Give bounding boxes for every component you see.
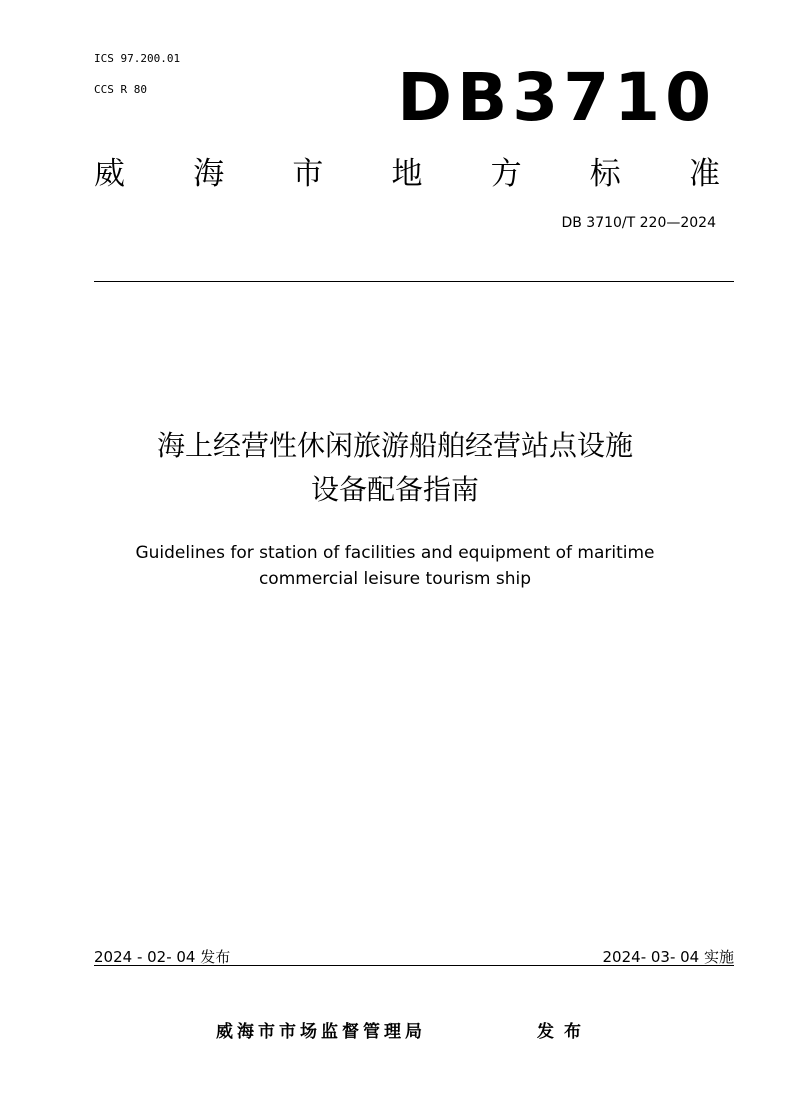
- chinese-title-line-2: 设备配备指南: [310, 473, 479, 506]
- issue-label: 发布: [537, 1022, 591, 1042]
- chinese-title: [0, 424, 790, 512]
- english-title-line-2: commercial leisure tourism ship: [258, 569, 532, 589]
- standard-type-char: 方: [490, 156, 522, 192]
- standard-type: [94, 154, 720, 194]
- ics-code: ICS 97.200.01: [94, 52, 181, 65]
- english-title: [0, 540, 790, 592]
- english-title-line-1: Guidelines for station of facilities and equipment of maritime: [135, 543, 655, 563]
- issuing-authority: 威海市市场监督管理局: [216, 1022, 426, 1042]
- issue-date: 2024 - 02- 04 发布: [94, 948, 231, 966]
- standard-type-char: 威: [94, 156, 125, 192]
- standard-type-char: 标: [589, 156, 621, 192]
- chinese-title-line-1: 海上经营性休闲旅游船舶经营站点设施: [156, 429, 633, 462]
- ccs-code: CCS R 80: [94, 83, 147, 96]
- standard-number: DB 3710/T 220—2024: [561, 215, 716, 231]
- standard-type-char: 市: [292, 156, 324, 192]
- standard-type-char: 准: [688, 156, 720, 192]
- db-logo: DB3710: [397, 59, 716, 136]
- bottom-divider: [94, 965, 734, 966]
- implementation-date: 2024- 03- 04 实施: [602, 948, 734, 966]
- standard-type-char: 地: [391, 156, 423, 192]
- standard-type-char: 海: [193, 156, 225, 192]
- top-divider: [94, 281, 734, 282]
